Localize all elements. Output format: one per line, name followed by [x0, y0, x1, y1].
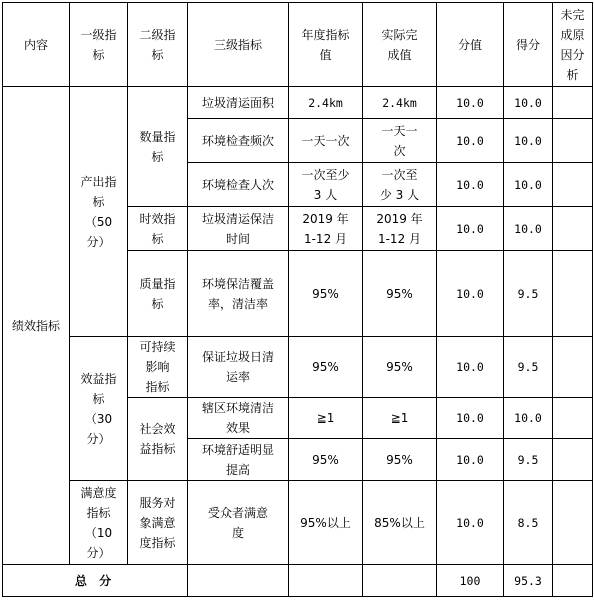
- total-empty-cell: [188, 565, 289, 597]
- actual-cell: 2.4km: [363, 87, 437, 119]
- value-cell: 10.0: [437, 163, 504, 207]
- indicator-cell: 环境保洁覆盖 率，清洁率: [188, 251, 289, 337]
- value-cell: 10.0: [437, 398, 504, 439]
- value-cell: 10.0: [437, 251, 504, 337]
- level1-output: 产出指 标 （50 分）: [70, 87, 128, 337]
- level2-sustainable: 可持续 影响 指标: [128, 337, 188, 398]
- table-row: [3, 337, 593, 398]
- indicator-cell: 受众者满意 度: [188, 481, 289, 565]
- actual-cell: 95%: [363, 251, 437, 337]
- score-cell: 10.0: [504, 398, 553, 439]
- total-empty-cell: [363, 565, 437, 597]
- score-cell: 10.0: [504, 119, 553, 163]
- reason-cell: [553, 87, 593, 119]
- actual-cell: 2019 年 1-12 月: [363, 207, 437, 251]
- table-row: [3, 87, 593, 119]
- target-cell: 95%以上: [289, 481, 363, 565]
- level2-timeliness: 时效指 标: [128, 207, 188, 251]
- actual-cell: 85%以上: [363, 481, 437, 565]
- target-cell: 95%: [289, 439, 363, 481]
- total-empty-cell: [553, 565, 593, 597]
- indicator-cell: 环境检查频次: [188, 119, 289, 163]
- target-cell: 一天一次: [289, 119, 363, 163]
- target-cell: 2019 年 1-12 月: [289, 207, 363, 251]
- value-cell: 10.0: [437, 87, 504, 119]
- total-value: 100: [437, 565, 504, 597]
- indicator-cell: 辖区环境清洁 效果: [188, 398, 289, 439]
- level1-benefit: 效益指 标 （30 分）: [70, 337, 128, 481]
- actual-cell: ≧1: [363, 398, 437, 439]
- score-cell: 10.0: [504, 163, 553, 207]
- indicator-cell: 垃圾清运面积: [188, 87, 289, 119]
- value-cell: 10.0: [437, 119, 504, 163]
- level1-satisfaction: 满意度 指标 （10 分）: [70, 481, 128, 565]
- target-cell: 2.4km: [289, 87, 363, 119]
- reason-cell: [553, 251, 593, 337]
- table-row: [3, 481, 593, 565]
- header-annual-target: 年度指标 值: [289, 3, 363, 87]
- reason-cell: [553, 337, 593, 398]
- target-cell: 95%: [289, 251, 363, 337]
- total-label: 总 分: [3, 565, 188, 597]
- performance-indicator-table: [2, 2, 593, 597]
- actual-cell: 95%: [363, 337, 437, 398]
- score-cell: 8.5: [504, 481, 553, 565]
- indicator-cell: 保证垃圾日清 运率: [188, 337, 289, 398]
- total-empty-cell: [289, 565, 363, 597]
- reason-cell: [553, 163, 593, 207]
- header-level2: 二级指 标: [128, 3, 188, 87]
- header-content: 内容: [3, 3, 70, 87]
- reason-cell: [553, 398, 593, 439]
- target-cell: 95%: [289, 337, 363, 398]
- reason-cell: [553, 207, 593, 251]
- target-cell: 一次至少 3 人: [289, 163, 363, 207]
- value-cell: 10.0: [437, 207, 504, 251]
- reason-cell: [553, 119, 593, 163]
- content-cell: 绩效指标: [3, 87, 70, 565]
- level2-quality: 质量指 标: [128, 251, 188, 337]
- actual-cell: 一天一 次: [363, 119, 437, 163]
- score-cell: 9.5: [504, 251, 553, 337]
- level2-quantity: 数量指 标: [128, 87, 188, 207]
- score-cell: 9.5: [504, 337, 553, 398]
- indicator-cell: 垃圾清运保洁 时间: [188, 207, 289, 251]
- reason-cell: [553, 481, 593, 565]
- level2-service: 服务对 象满意 度指标: [128, 481, 188, 565]
- header-actual: 实际完 成值: [363, 3, 437, 87]
- score-cell: 10.0: [504, 207, 553, 251]
- header-score-value: 分值: [437, 3, 504, 87]
- total-score: 95.3: [504, 565, 553, 597]
- actual-cell: 一次至 少 3 人: [363, 163, 437, 207]
- value-cell: 10.0: [437, 481, 504, 565]
- target-cell: ≧1: [289, 398, 363, 439]
- level2-social: 社会效 益指标: [128, 398, 188, 481]
- value-cell: 10.0: [437, 337, 504, 398]
- reason-cell: [553, 439, 593, 481]
- header-score: 得分: [504, 3, 553, 87]
- score-cell: 10.0: [504, 87, 553, 119]
- actual-cell: 95%: [363, 439, 437, 481]
- header-row: [3, 3, 593, 87]
- indicator-cell: 环境检查人次: [188, 163, 289, 207]
- header-level3: 三级指标: [188, 3, 289, 87]
- total-row: [3, 565, 593, 597]
- header-level1: 一级指 标: [70, 3, 128, 87]
- value-cell: 10.0: [437, 439, 504, 481]
- score-cell: 9.5: [504, 439, 553, 481]
- header-reason: 未完 成原 因分 析: [553, 3, 593, 87]
- indicator-cell: 环境舒适明显 提高: [188, 439, 289, 481]
